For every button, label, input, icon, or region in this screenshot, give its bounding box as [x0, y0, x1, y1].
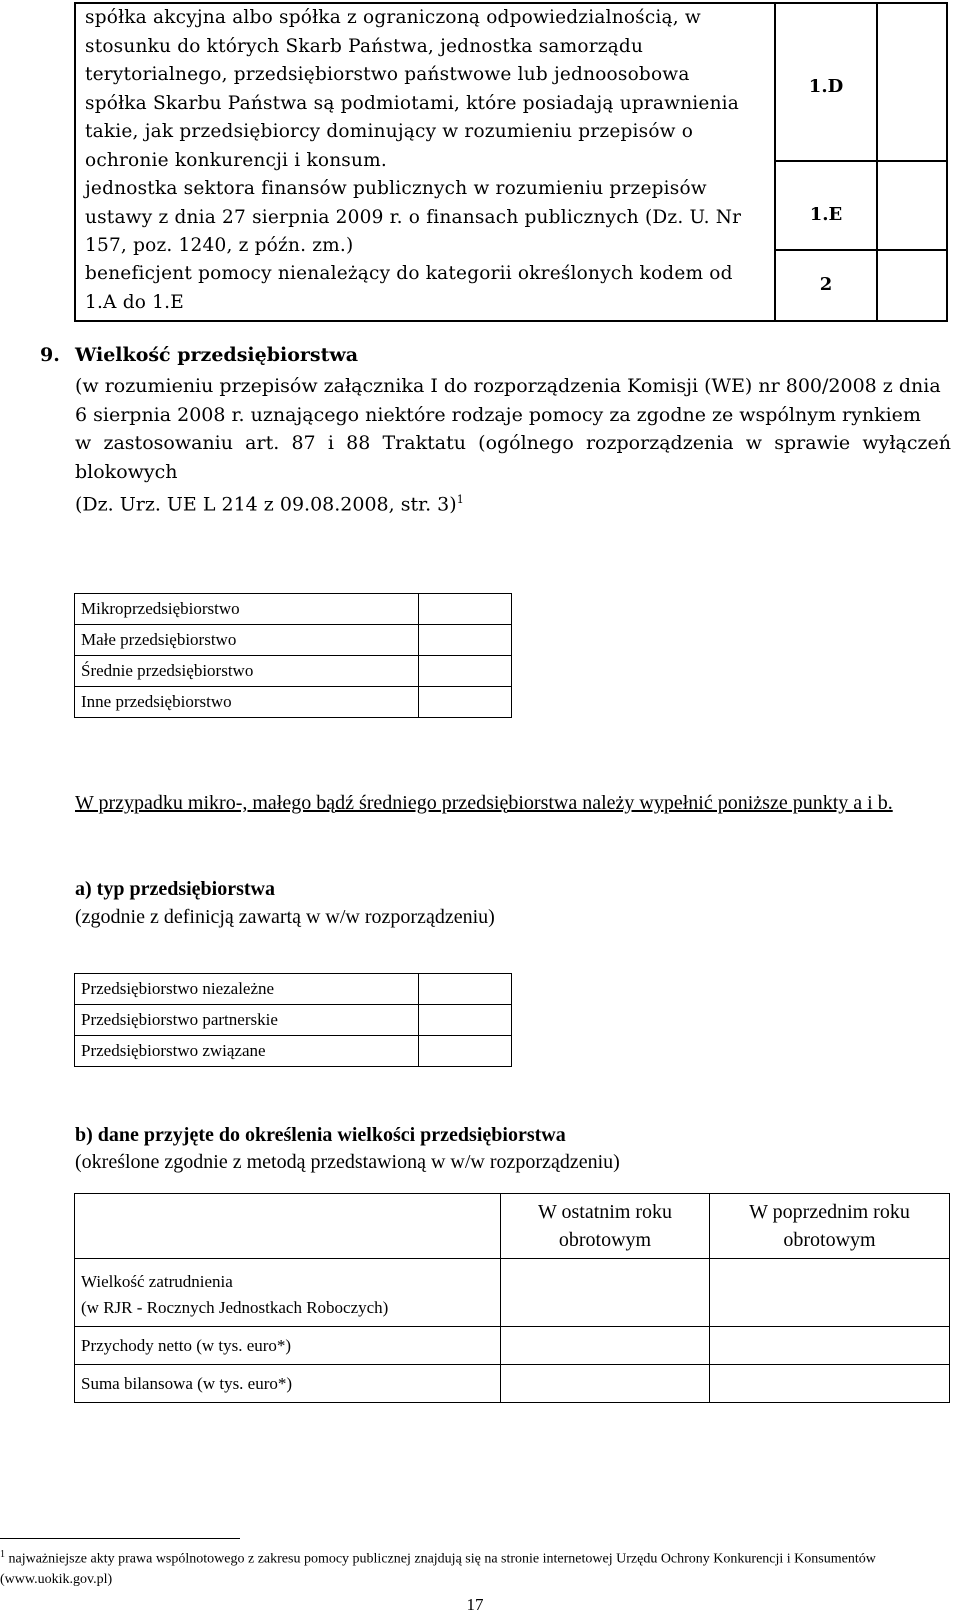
type-checkbox-linked[interactable]	[419, 1036, 512, 1067]
footnote-text: najważniejsze akty prawa wspólnotowego z zakresu pomocy publicznej znajdują się na stronie internetowej Urzędu Ochrony Konkurencji i Konsumentów (www.uokik.gov.pl)	[0, 1551, 876, 1587]
code-1d: 1.D	[808, 76, 844, 97]
size-checkbox-other[interactable]	[419, 687, 512, 718]
type-checkbox-independent[interactable]	[419, 974, 512, 1005]
desc-line-3: w zastosowaniu art. 87 i 88 Traktatu (ogólnego rozporządzenia w sprawie wyłączeń blokowych	[75, 432, 951, 483]
balance-prev-input[interactable]	[710, 1365, 950, 1403]
col-last-year: W ostatnim roku obrotowym	[501, 1194, 710, 1259]
type-table	[74, 973, 512, 1067]
entity-row-1d-text: spółka akcyjna albo spółka z ograniczoną odpowiedzialnością, w stosunku do których Skarb Państwa, jednostka samorządu terytorialnego, przedsiębiorstwo państwowe lub jednoosobowa spółka Skarbu Państwa są podmiotami, które posiadają uprawnienia takie, jak przedsiębiorcy dominujący w rozumieniu przepisów o ochronie konkurencji i konsum.	[85, 7, 740, 171]
employment-prev-input[interactable]	[710, 1259, 950, 1327]
row-revenue: Przychody netto (w tys. euro*)	[75, 1327, 501, 1365]
section-9-number: 9.	[40, 344, 60, 366]
size-option-medium: Średnie przedsiębiorstwo	[75, 656, 419, 687]
revenue-prev-input[interactable]	[710, 1327, 950, 1365]
table-row	[75, 656, 512, 687]
employment-unit: (w RJR - Rocznych Jednostkach Roboczych)	[81, 1297, 389, 1317]
type-option-independent: Przedsiębiorstwo niezależne	[75, 974, 419, 1005]
entity-row-1e-text: jednostka sektora finansów publicznych w rozumieniu przepisów ustawy z dnia 27 sierpnia 2009 r. o finansach publicznych (Dz. U. Nr 157, poz. 1240, z późn. zm.)	[85, 178, 742, 256]
size-option-micro: Mikroprzedsiębiorstwo	[75, 594, 419, 625]
size-checkbox-micro[interactable]	[419, 594, 512, 625]
type-option-linked: Przedsiębiorstwo związane	[75, 1036, 419, 1067]
header-empty-cell	[75, 1194, 501, 1259]
size-data-table	[74, 1193, 950, 1403]
type-checkbox-partner[interactable]	[419, 1005, 512, 1036]
footnote-separator	[0, 1538, 240, 1539]
code-2: 2	[819, 274, 833, 295]
table-row	[75, 1194, 950, 1259]
entity-row-2-text: beneficjent pomocy nienależący do kategorii określonych kodem od 1.A do 1.E	[85, 263, 733, 313]
footnote-ref: 1	[456, 493, 464, 506]
table-row	[75, 1036, 512, 1067]
desc-line-2: 6 sierpnia 2008 r. uznającego niektóre rodzaje pomocy za zgodne ze wspólnym rynkiem	[75, 403, 921, 426]
size-option-other: Inne przedsiębiorstwo	[75, 687, 419, 718]
checkbox-column[interactable]	[774, 4, 948, 320]
part-b-subtitle: (określone zgodnie z metodą przedstawioną w w/w rozporządzeniu)	[75, 1151, 620, 1173]
row-balance: Suma bilansowa (w tys. euro*)	[75, 1365, 501, 1403]
col-prev-year: W poprzednim roku obrotowym	[710, 1194, 950, 1259]
balance-last-input[interactable]	[501, 1365, 710, 1403]
table-row	[75, 687, 512, 718]
employment-last-input[interactable]	[501, 1259, 710, 1327]
footnote-number: 1	[0, 1549, 5, 1560]
sme-note: W przypadku mikro-, małego bądź średniego przedsiębiorstwa należy wypełnić poniższe punkty a i b.	[75, 792, 893, 814]
table-row	[75, 1365, 950, 1403]
table-row	[75, 1327, 950, 1365]
part-b-title: b) dane przyjęte do określenia wielkości przedsiębiorstwa	[75, 1124, 566, 1146]
size-checkbox-medium[interactable]	[419, 656, 512, 687]
table-row	[75, 1005, 512, 1036]
row-employment	[75, 1259, 501, 1327]
table-row	[75, 594, 512, 625]
desc-line-4: (Dz. Urz. UE L 214 z 09.08.2008, str. 3)$^1$	[75, 493, 464, 516]
entity-type-table	[74, 2, 948, 322]
desc-line-1: (w rozumieniu przepisów załącznika I do rozporządzenia Komisji (WE) nr 800/2008 z dnia	[75, 375, 941, 397]
table-row	[75, 1259, 950, 1327]
footnote	[0, 1545, 950, 1590]
code-1e: 1.E	[809, 204, 843, 225]
type-option-partner: Przedsiębiorstwo partnerskie	[75, 1005, 419, 1036]
section-9-description	[75, 372, 951, 519]
employment-label: Wielkość zatrudnienia	[81, 1271, 233, 1291]
size-table	[74, 593, 512, 718]
page-number: 17	[466, 1595, 484, 1614]
size-checkbox-small[interactable]	[419, 625, 512, 656]
table-row	[75, 625, 512, 656]
revenue-last-input[interactable]	[501, 1327, 710, 1365]
table-row	[75, 974, 512, 1005]
part-a-subtitle: (zgodnie z definicją zawartą w w/w rozporządzeniu)	[75, 906, 495, 928]
part-a-title: a) typ przedsiębiorstwa	[75, 878, 275, 900]
size-option-small: Małe przedsiębiorstwo	[75, 625, 419, 656]
section-9-title: Wielkość przedsiębiorstwa	[75, 344, 359, 366]
